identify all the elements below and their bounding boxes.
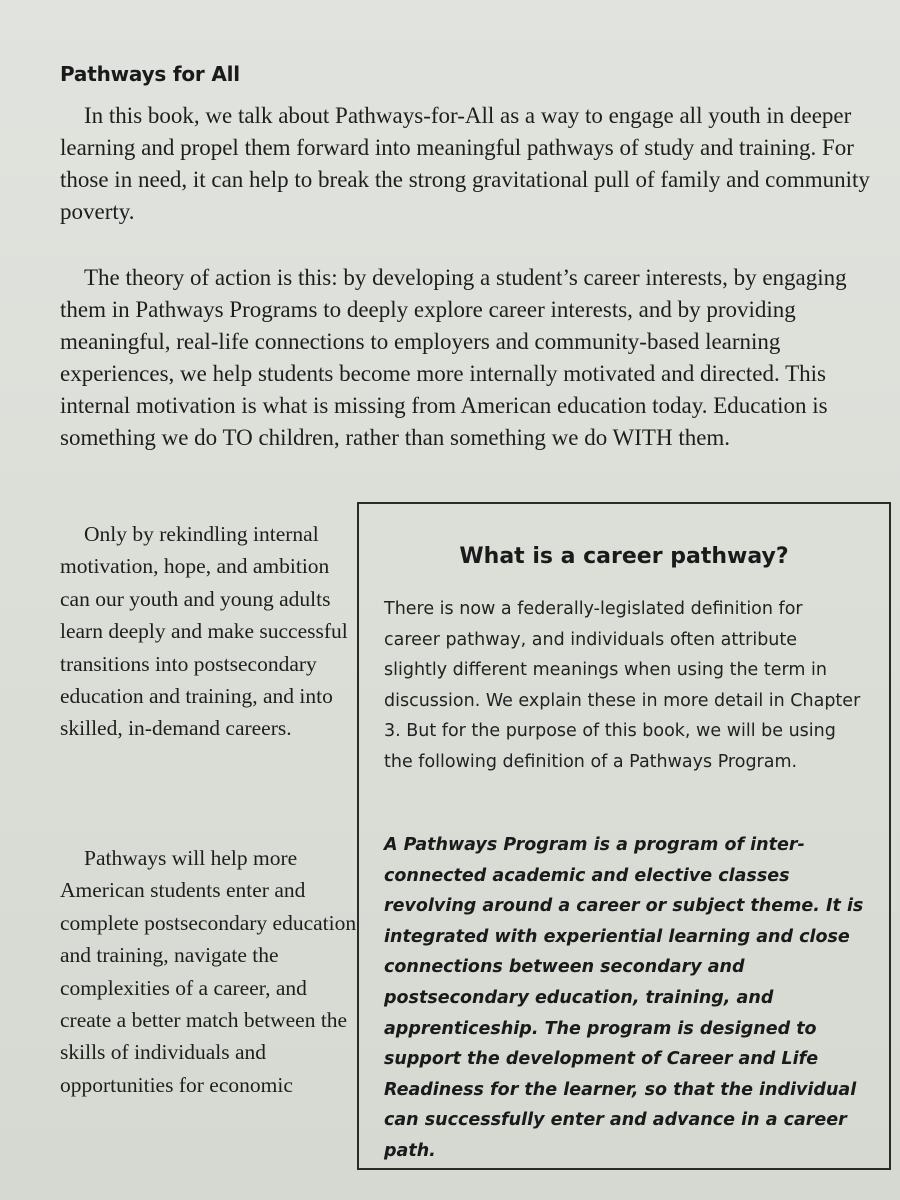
intro-paragraph: In this book, we talk about Pathways-for-All as a way to engage all youth in deeper learning and propel them forward into meaningful pathways of study and training. For those in need, it can help to break the strong gravitational pull of family and community poverty. [60, 103, 870, 224]
career-pathway-callout-box [357, 502, 891, 1170]
theory-of-action-paragraph: The theory of action is this: by developing a student’s career interests, by engaging them in Pathways Programs to deeply explore career interests, and by providing meaningful, real-life connections to employers and community-based learning experiences, we help students become more internally motivated and directed. This internal motivation is what is missing from American education today. Education is something we do TO children, rather than something we do WITH them. [60, 265, 847, 450]
motivation-paragraph: Only by rekindling internal motivation, hope, and ambition can our youth and young adults learn deeply and make successful transitions into postsecondary education and training, and into skilled, in-demand careers. [60, 522, 348, 741]
pathways-benefit-paragraph: Pathways will help more American students enter and complete postsecondary education and training, navigate the complexities of a career, and create a better match between the skills of individuals and opportunities for economic [60, 846, 357, 1097]
callout-text: There is now a federally-legislated definition for career pathway, and individuals often attribute slightly different meanings when using the term in discussion. We explain these in more detail in Chapter 3. But for the purpose of this book, we will be using the following definition of a Pathways Program. [384, 599, 861, 772]
section-heading: Pathways for All [60, 62, 240, 86]
callout-title: What is a career pathway? [459, 544, 789, 569]
pathways-program-definition: A Pathways Program is a program of inter-connected academic and elective classes revolving around a career or subject theme. It is integrated with experiential learning and close connections between secondary and postsecondary education, training, and apprenticeship. The program is designed to support the development of Career and Life Readiness for the learner, so that the individual can successfully enter and advance in a career path. [384, 835, 864, 1161]
